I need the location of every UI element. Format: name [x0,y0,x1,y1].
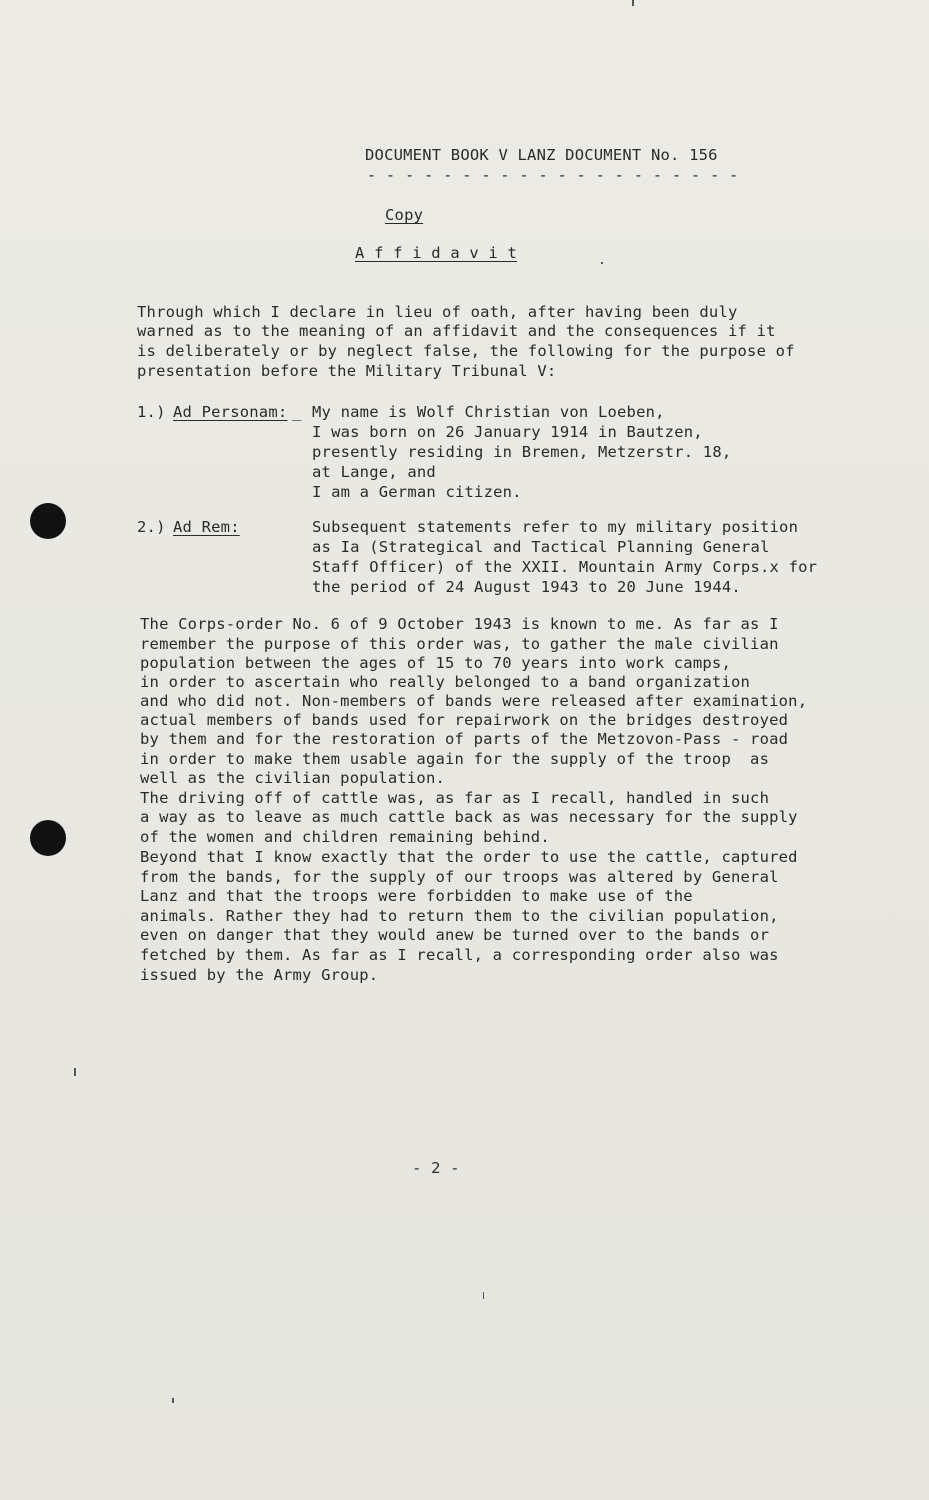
body-line-12: of the women and children remaining behind. [140,828,550,846]
paper-speck [601,262,603,264]
intro-line-2: warned as to the meaning of an affidavit and the consequences if it [137,322,776,340]
body-line-10: The driving off of cattle was, as far as I recall, handled in such [140,789,770,807]
ad-personam-line-4: at Lange, and [312,463,436,481]
header-dashed-rule: - - - - - - - - - - - - - - - - - - - - [367,166,739,184]
ad-rem-line-3: Staff Officer) of the XXII. Mountain Army Corps.x for [312,558,818,576]
ad-rem-line-2: as Ia (Strategical and Tactical Planning General [312,538,770,556]
body-line-7: by them and for the restoration of parts of the Metzovon-Pass - road [140,730,789,748]
paper-speck [632,0,634,6]
ad-rem-number: 2.) [137,518,166,536]
ad-personam-line-1: My name is Wolf Christian von Loeben, [312,403,665,421]
ad-personam-label: Ad Personam: [173,403,288,421]
body-line-14: from the bands, for the supply of our troops was altered by General [140,868,779,886]
page-number: - 2 - [412,1159,460,1177]
body-line-15: Lanz and that the troops were forbidden to make use of the [140,887,693,905]
affidavit-title: A f f i d a v i t [355,244,518,262]
body-line-17: even on danger that they would anew be turned over to the bands or [140,926,770,944]
punch-hole-top [30,503,66,539]
body-line-6: actual members of bands used for repairwork on the bridges destroyed [140,711,789,729]
ad-rem-label: Ad Rem: [173,518,240,536]
body-line-16: animals. Rather they had to return them to the civilian population, [140,907,779,925]
intro-line-4: presentation before the Military Tribunal V: [137,362,557,380]
intro-line-3: is deliberately or by neglect false, the following for the purpose of [137,342,795,360]
ad-personam-line-2: I was born on 26 January 1914 in Bautzen, [312,423,703,441]
body-line-13: Beyond that I know exactly that the order to use the cattle, captured [140,848,798,866]
ad-personam-line-5: I am a German citizen. [312,483,522,501]
ad-rem-line-4: the period of 24 August 1943 to 20 June 1944. [312,578,741,596]
intro-line-1: Through which I declare in lieu of oath, after having been duly [137,303,738,321]
paper-speck [483,1292,484,1299]
body-line-11: a way as to leave as much cattle back as was necessary for the supply [140,808,798,826]
paper-speck [74,1068,76,1076]
copy-label: Copy [385,206,424,224]
body-line-19: issued by the Army Group. [140,966,379,984]
body-line-3: population between the ages of 15 to 70 years into work camps, [140,654,731,672]
document-header-title: DOCUMENT BOOK V LANZ DOCUMENT No. 156 [365,146,718,164]
ad-rem-line-1: Subsequent statements refer to my military position [312,518,799,536]
ad-personam-number: 1.) [137,403,166,421]
ad-personam-line-3: presently residing in Bremen, Metzerstr. 18, [312,443,732,461]
body-line-2: remember the purpose of this order was, to gather the male civilian [140,635,779,653]
body-line-1: The Corps-order No. 6 of 9 October 1943 is known to me. As far as I [140,615,779,633]
body-line-8: in order to make them usable again for the supply of the troop as [140,750,770,768]
body-line-4: in order to ascertain who really belonged to a band organization [140,673,751,691]
ad-personam-dash: _ [292,403,302,421]
body-line-9: well as the civilian population. [140,769,446,787]
punch-hole-bottom [30,820,66,856]
body-line-5: and who did not. Non-members of bands were released after examination, [140,692,808,710]
paper-speck [172,1398,174,1403]
body-line-18: fetched by them. As far as I recall, a corresponding order also was [140,946,779,964]
